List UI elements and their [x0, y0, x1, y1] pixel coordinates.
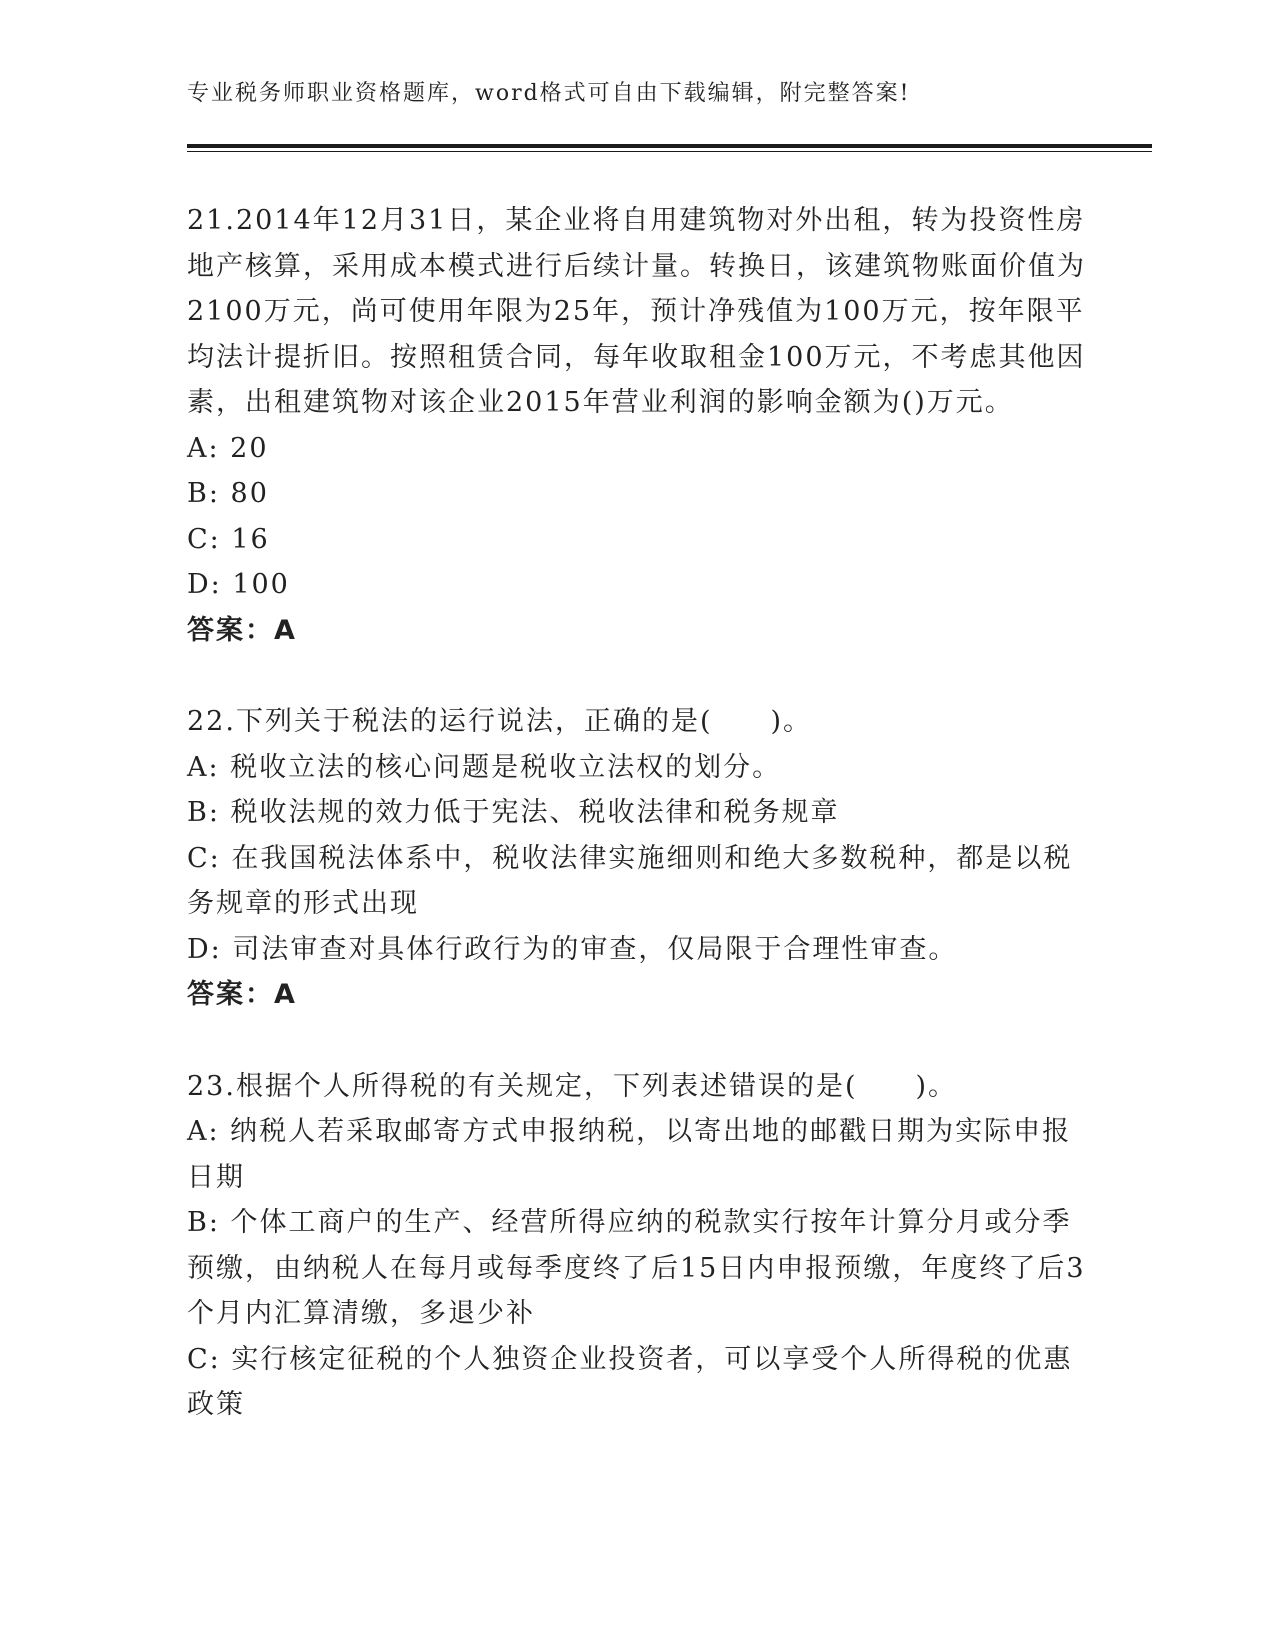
option-c: C: 16: [187, 523, 270, 555]
question-spacer: [187, 1018, 1087, 1064]
option-d: D: 100: [187, 569, 290, 600]
header-rule-thick: [187, 144, 1152, 148]
question-stem: 21.2014年12月31日，某企业将自用建筑物对外出租，转为投资性房地产核算，采用成本模式进行后续计量。转换日，该建筑物账面价值为2100万元，尚可使用年限为25年，预计净残值为100万元，按年限平均法计提折旧。按照租赁合同，每年收取租金100万元，不考虑其他因素，出租建筑物对该企业2015年营业利润的影响金额为()万元。: [187, 205, 1086, 418]
option-c: C: 在我国税法体系中，税收法律实施细则和绝大多数税种，都是以税务规章的形式出现: [187, 842, 1073, 919]
question-22: [187, 699, 1087, 1018]
option-c: C: 实行核定征税的个人独资企业投资者，可以享受个人所得税的优惠政策: [187, 1343, 1073, 1420]
option-b: B: 个体工商户的生产、经营所得应纳的税款实行按年计算分月或分季预缴，由纳税人在每月或每季度终了后15日内申报预缴，年度终了后3个月内汇算清缴，多退少补: [187, 1207, 1086, 1329]
question-spacer: [187, 653, 1087, 699]
option-d: D: 司法审查对具体行政行为的审查，仅局限于合理性审查。: [187, 933, 958, 965]
header-rule-thin: [187, 151, 1152, 152]
option-a: A: 纳税人若采取邮寄方式申报纳税，以寄出地的邮戳日期为实际申报日期: [187, 1116, 1072, 1193]
header-note: 专业税务师职业资格题库，word格式可自由下载编辑，附完整答案!: [187, 81, 911, 106]
option-a: A: 税收立法的核心问题是税收立法权的划分。: [187, 751, 782, 783]
option-b: B: 80: [187, 478, 269, 509]
option-a: A: 20: [187, 432, 269, 464]
question-23: [187, 1064, 1087, 1428]
question-stem: 22.下列关于税法的运行说法，正确的是( )。: [187, 706, 813, 737]
answer-line: 答案：A: [187, 979, 297, 1010]
option-b: B: 税收法规的效力低于宪法、税收法律和税务规章: [187, 797, 840, 828]
answer-line: 答案：A: [187, 614, 297, 646]
question-stem: 23.根据个人所得税的有关规定，下列表述错误的是( )。: [187, 1070, 958, 1102]
question-21: [187, 198, 1087, 653]
question-list: [187, 198, 1087, 1428]
